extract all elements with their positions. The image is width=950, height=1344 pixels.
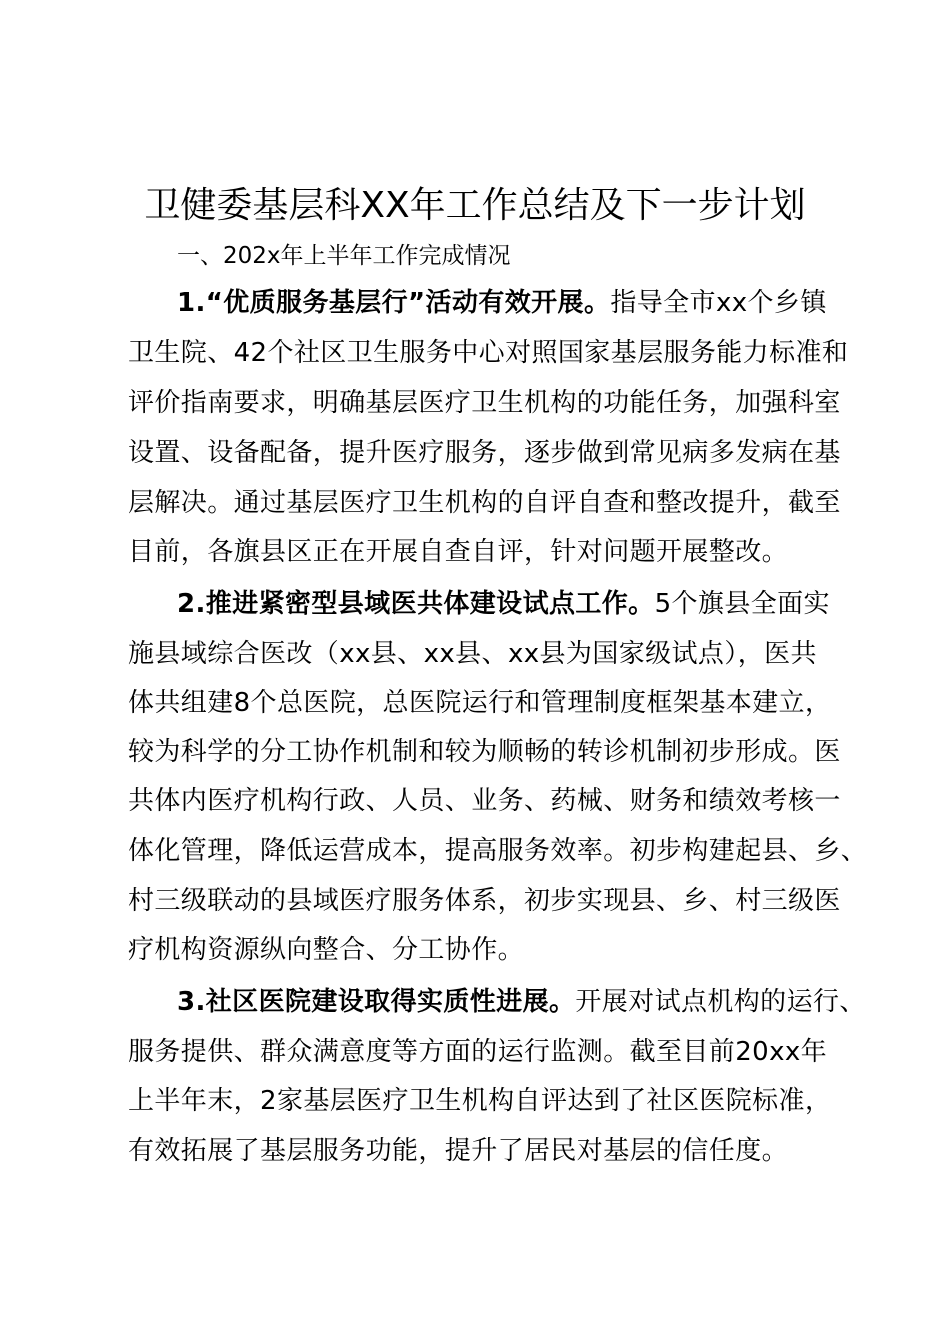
item2-line: 村三级联动的县域医疗服务体系，初步实现县、乡、村三级医 bbox=[128, 886, 841, 916]
item1-line: 卫生院、42个社区卫生服务中心对照国家基层服务能力标准和 bbox=[128, 338, 849, 368]
item2-text: 5个旗县全面实 bbox=[654, 589, 830, 619]
item2-line: 体化管理，降低运营成本，提高服务效率。初步构建起县、乡、 bbox=[128, 836, 868, 866]
item1-first-line bbox=[177, 283, 827, 323]
item3-line: 有效拓展了基层服务功能，提升了居民对基层的信任度。 bbox=[128, 1136, 789, 1166]
item1-line: 层解决。通过基层医疗卫生机构的自评自查和整改提升，截至 bbox=[128, 488, 841, 518]
document-title: 卫健委基层科XX年工作总结及下一步计划 bbox=[144, 185, 806, 226]
item2-line: 疗机构资源纵向整合、分工协作。 bbox=[128, 935, 525, 965]
item1-line: 目前，各旗县区正在开展自查自评，针对问题开展整改。 bbox=[128, 537, 789, 567]
item3-line: 服务提供、群众满意度等方面的运行监测。截至目前20xx年 bbox=[128, 1037, 828, 1067]
section-heading: 一、202x年上半年工作完成情况 bbox=[177, 243, 511, 269]
item3-first-line bbox=[177, 982, 866, 1022]
item1-text: 指导全市xx个乡镇 bbox=[610, 288, 827, 318]
item1-line: 设置、设备配备，提升医疗服务，逐步做到常见病多发病在基 bbox=[128, 438, 841, 468]
item3-line: 上半年末，2家基层医疗卫生机构自评达到了社区医院标准， bbox=[128, 1086, 832, 1116]
item2-line: 施县域综合医改（xx县、xx县、xx县为国家级试点），医共 bbox=[128, 639, 817, 669]
item3-heading: 3.社区医院建设取得实质性进展。 bbox=[177, 987, 576, 1017]
item2-line: 体共组建8个总医院，总医院运行和管理制度框架基本建立， bbox=[128, 688, 832, 718]
item2-heading: 2.推进紧密型县域医共体建设试点工作。 bbox=[177, 589, 655, 619]
item1-line: 评价指南要求，明确基层医疗卫生机构的功能任务，加强科室 bbox=[128, 388, 841, 418]
item2-first-line bbox=[177, 584, 830, 624]
item3-text: 开展对试点机构的运行、 bbox=[575, 987, 866, 1017]
item2-line: 共体内医疗机构行政、人员、业务、药械、财务和绩效考核一 bbox=[128, 786, 841, 816]
item1-heading: 1.“优质服务基层行”活动有效开展。 bbox=[177, 288, 611, 318]
item2-line: 较为科学的分工协作机制和较为顺畅的转诊机制初步形成。医 bbox=[128, 737, 841, 767]
